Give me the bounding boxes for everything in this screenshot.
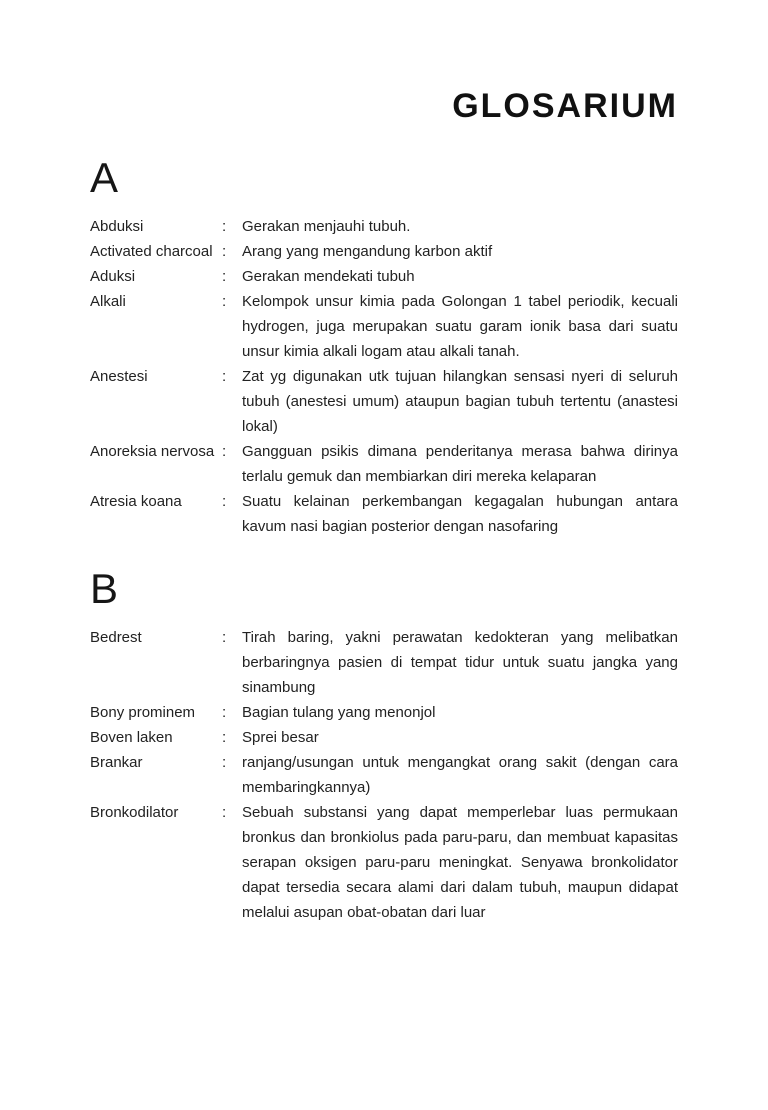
glossary-entry: [90, 800, 678, 925]
entry-term: Anestesi: [90, 368, 148, 386]
glossary-entry: [90, 700, 678, 725]
entry-definition: Gerakan menjauhi tubuh.: [242, 218, 411, 236]
entry-separator: :: [222, 729, 227, 747]
entry-term: Alkali: [90, 293, 126, 311]
entry-term: Bronkodilator: [90, 804, 179, 822]
entry-definition: Tirah baring, yakni perawatan kedokteran yang melibatkan berbaringnya pasien di tempat tidur untuk suatu jangka yang sinambung: [242, 629, 678, 697]
glossary-entry: [90, 750, 678, 800]
glossary-entry: [90, 214, 678, 239]
entry-definition: Zat yg digunakan utk tujuan hilangkan sensasi nyeri di seluruh tubuh (anestesi umum) ataupun bagian tubuh tertentu (anastesi lokal): [242, 368, 678, 436]
page-title: GLOSARIUM: [452, 87, 678, 125]
entry-separator: :: [222, 268, 227, 286]
entry-definition: Bagian tulang yang menonjol: [242, 704, 436, 722]
entry-term: Activated charcoal: [90, 243, 213, 261]
entry-separator: :: [222, 804, 227, 822]
glossary-entry: [90, 364, 678, 439]
section-letter: A: [90, 153, 119, 201]
glossary-entry: [90, 725, 678, 750]
entry-definition: Gerakan mendekati tubuh: [242, 268, 415, 286]
entry-definition: Suatu kelainan perkembangan kegagalan hubungan antara kavum nasi bagian posterior dengan nasofaring: [242, 493, 678, 536]
glossary-entry: [90, 239, 678, 264]
glossary-section-a: [90, 154, 678, 539]
entry-definition: ranjang/usungan untuk mengangkat orang sakit (dengan cara membaringkannya): [242, 754, 678, 797]
entry-separator: :: [222, 293, 227, 311]
glossary-entry: [90, 264, 678, 289]
glossary-entry: [90, 489, 678, 539]
entry-separator: :: [222, 218, 227, 236]
section-letter: B: [90, 565, 119, 613]
glossary-sections: [90, 154, 678, 926]
entry-term: Bony prominem: [90, 704, 196, 722]
glossary-entry: [90, 289, 678, 364]
entry-separator: :: [222, 629, 227, 647]
entry-list: [90, 214, 678, 539]
entry-separator: :: [222, 368, 227, 386]
glossary-entry: [90, 439, 678, 489]
glossary-section-b: [90, 565, 678, 925]
entry-term: Boven laken: [90, 729, 173, 747]
entry-term: Aduksi: [90, 268, 136, 286]
entry-list: [90, 625, 678, 925]
entry-term: Abduksi: [90, 218, 144, 236]
document-page: [0, 86, 768, 1110]
entry-definition: Gangguan psikis dimana penderitanya merasa bahwa dirinya terlalu gemuk dan membiarkan diri mereka kelaparan: [242, 443, 678, 486]
entry-separator: :: [222, 704, 227, 722]
glossary-entry: [90, 625, 678, 700]
entry-separator: :: [222, 443, 227, 461]
entry-term: Bedrest: [90, 629, 142, 647]
entry-definition: Arang yang mengandung karbon aktif: [242, 243, 493, 261]
entry-separator: :: [222, 754, 227, 772]
entry-term: Anoreksia nervosa: [90, 443, 215, 461]
entry-term: Brankar: [90, 754, 143, 772]
entry-definition: Sebuah substansi yang dapat memperlebar luas permukaan bronkus dan bronkiolus pada paru-paru, dan membuat kapasitas serapan oksigen paru-paru meningkat. Senyawa bronkolidator dapat tersedia secara alami dari dalam tubuh, maupun didapat melalui asupan obat-obatan dari luar: [242, 804, 678, 922]
entry-definition: Kelompok unsur kimia pada Golongan 1 tabel periodik, kecuali hydrogen, juga merupakan suatu garam ionik basa dari suatu unsur kimia alkali logam atau alkali tanah.: [242, 293, 678, 361]
entry-separator: :: [222, 243, 227, 261]
entry-term: Atresia koana: [90, 493, 182, 511]
entry-definition: Sprei besar: [242, 729, 319, 747]
entry-separator: :: [222, 493, 227, 511]
